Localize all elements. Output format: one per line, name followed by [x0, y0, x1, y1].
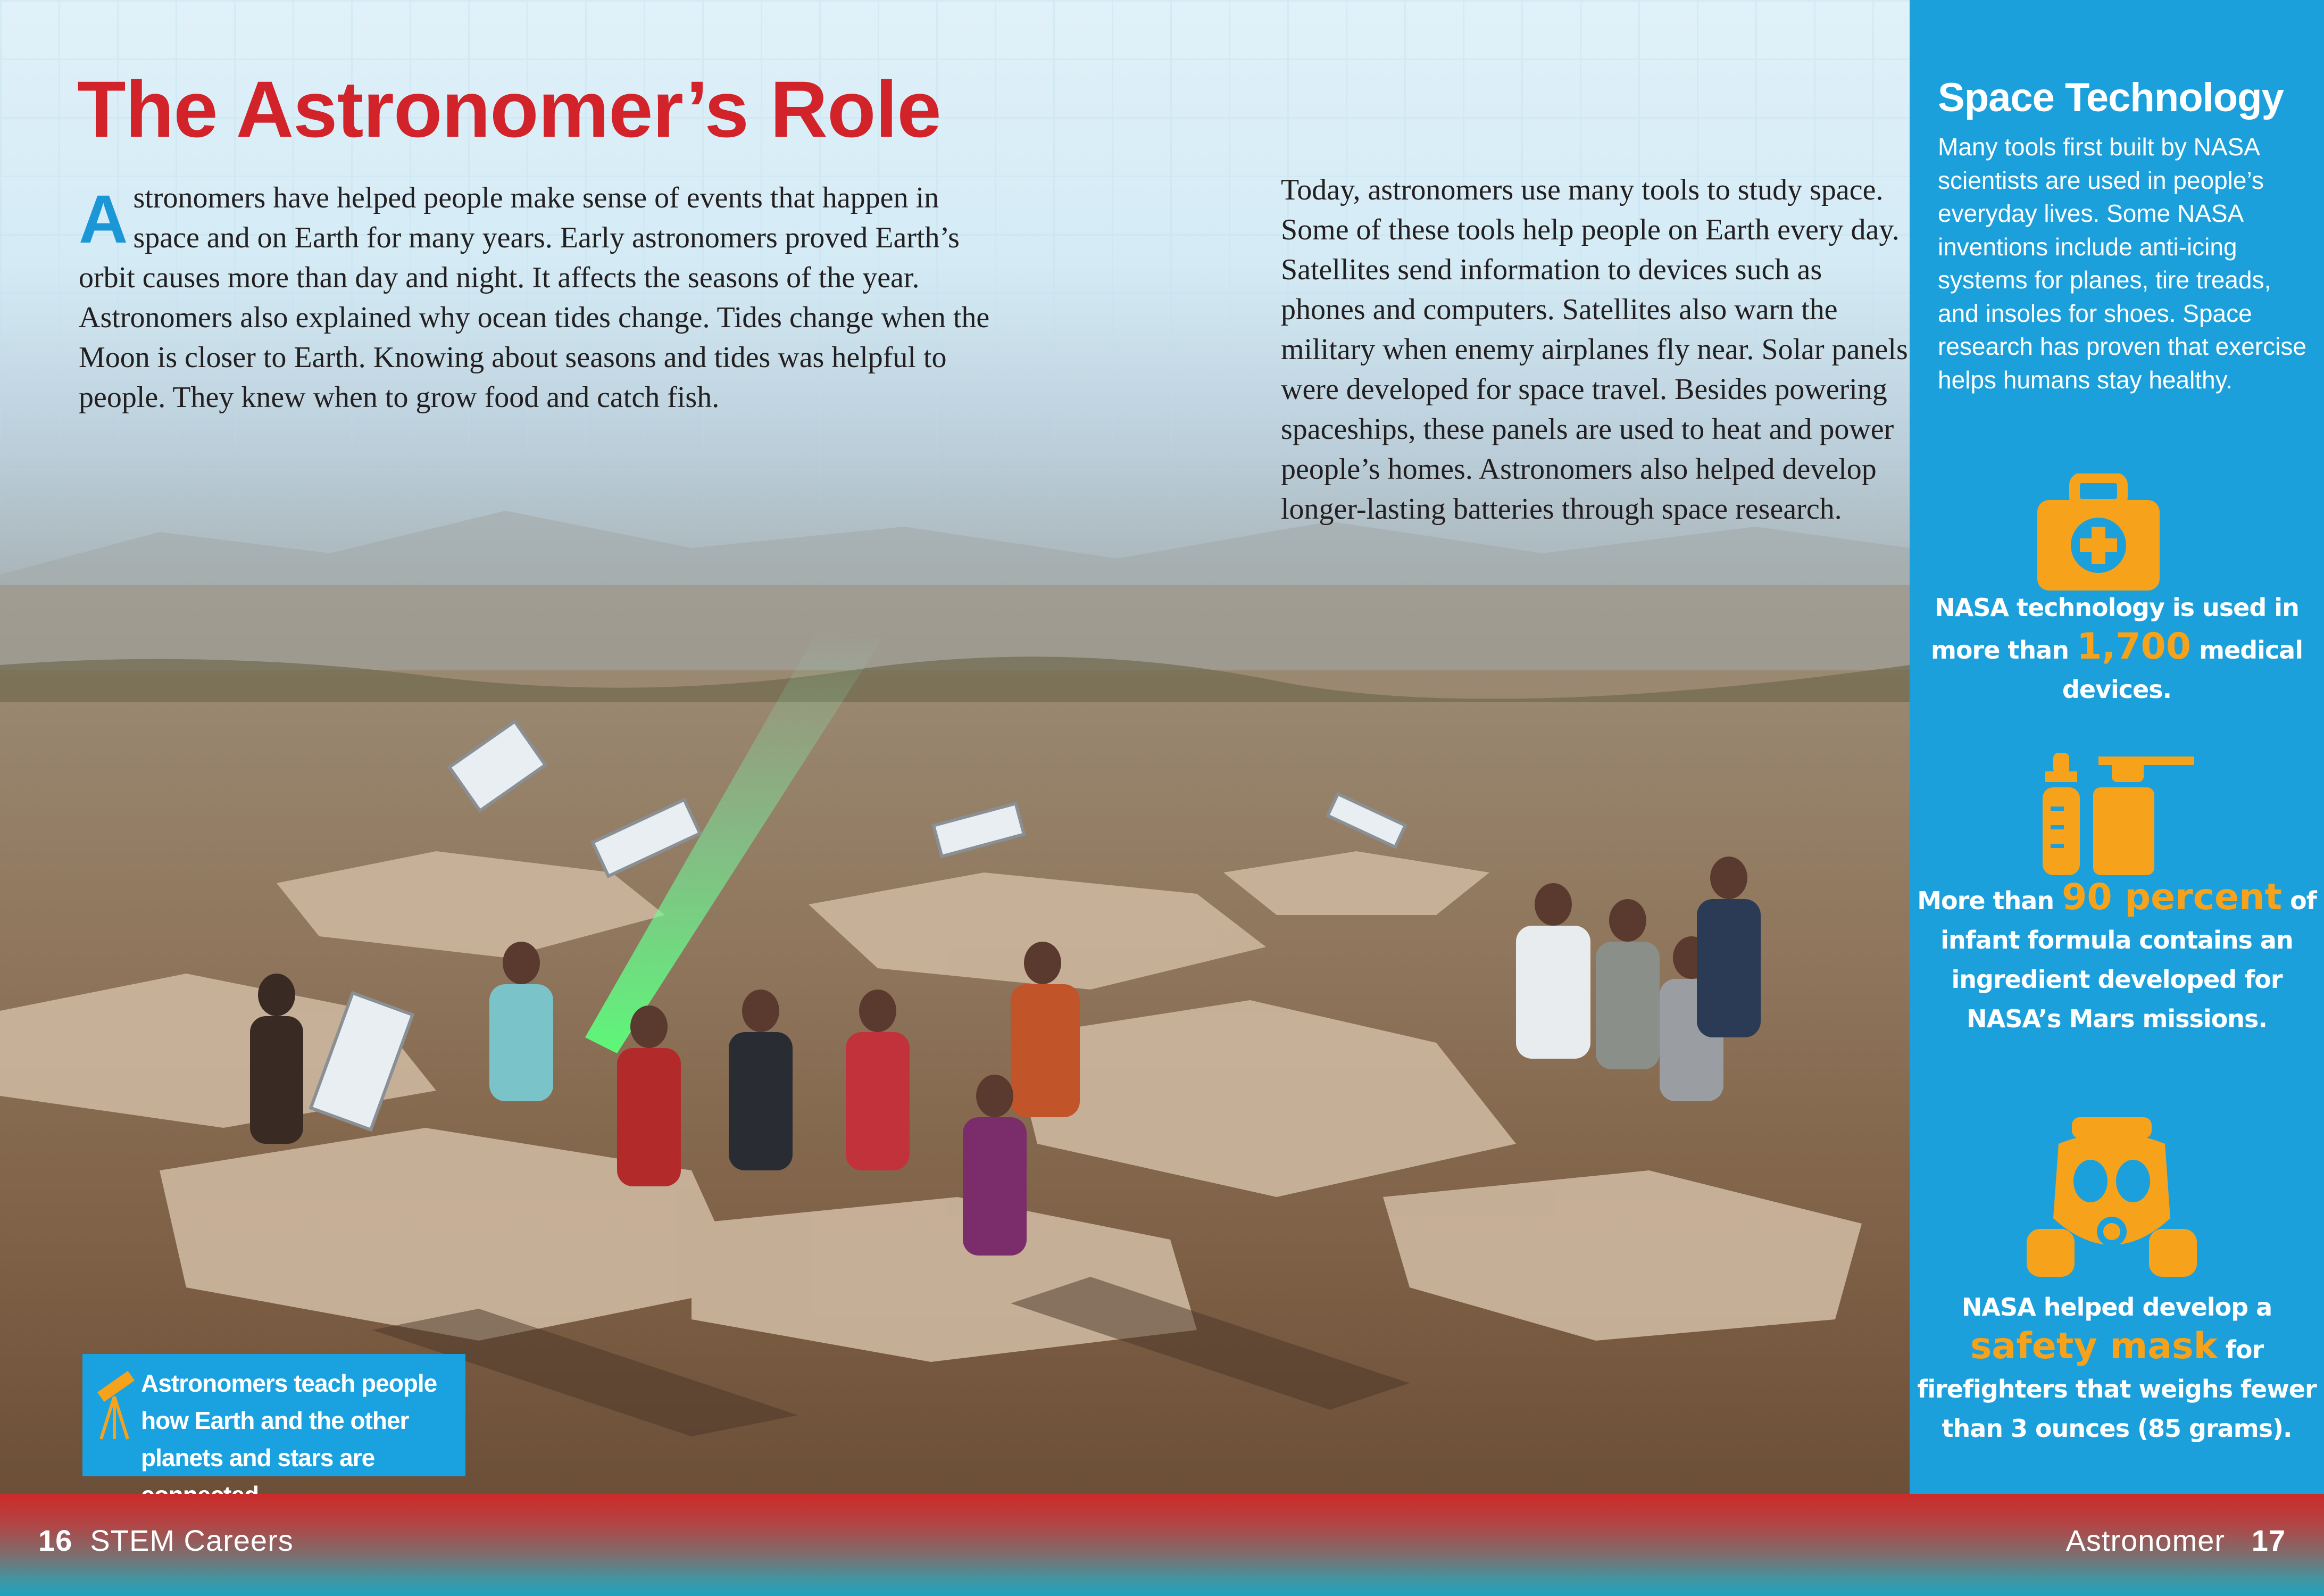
- telescope-icon: [93, 1365, 136, 1444]
- book-title: STEM Careers: [90, 1524, 294, 1557]
- gas-mask-icon: [2027, 1112, 2197, 1287]
- footer-left: [38, 1523, 294, 1558]
- body-column-right: Today, astronomers use many tools to study space. Some of these tools help people on Earth every day. Satellites send information to devices such as phones and computers. Satellites also warn the military when enemy airplanes fly near. Solar panels were developed for space travel. Besides powering spaceships, these panels are used to heat and power people’s homes. Astronomers also helped develop longer-lasting batteries through space research.: [1281, 173, 1908, 526]
- page-number-left: 16: [38, 1524, 73, 1557]
- body-column-left-text: stronomers have helped people make sense of events that happen in space and on Earth for many years. Early astronomers proved Earth’s orbit causes more than day and night. It affects the seasons of the year. Astronomers also explained why ocean tides change. Tides change when the Moon is closer to Earth. Knowing about seasons and tides was helpful to people. They knew when to grow food and catch fish.: [79, 181, 990, 414]
- fact-safety-mask: NASA helped develop a safety mask for firefighters that weighs fewer than 3 ounces (85 grams).: [1917, 1293, 2317, 1443]
- page-footer: [0, 1494, 2324, 1596]
- sidebar-title: Space Technology: [1938, 75, 2284, 120]
- fact-infant-formula: More than 90 percent of infant formula contains an ingredient developed for NASA’s Mars missions.: [1917, 876, 2317, 1033]
- caption-text: Astronomers teach people how Earth and the other planets and stars are: [141, 1369, 437, 1472]
- baby-formula-icon: [2037, 750, 2197, 878]
- medical-kit-icon: [2032, 473, 2165, 596]
- drop-cap: A: [79, 181, 128, 257]
- chapter-title: Astronomer: [2065, 1524, 2226, 1557]
- sidebar-intro: Many tools first built by NASA scientists are used in people’s everyday lives. Some NASA inventions include anti-icing systems for planes, tire treads, and insoles for shoes. Space research has proven that exercise helps humans stay healthy.: [1938, 133, 2306, 394]
- mountains: [0, 511, 1910, 670]
- footer-right: [2066, 1523, 2286, 1558]
- body-column-left: [79, 178, 994, 418]
- fact-medical-devices: NASA technology is used in more than 1,700 medical devices.: [1931, 593, 2303, 704]
- photo-caption: [82, 1354, 465, 1476]
- sidebar-space-technology: [1910, 0, 2324, 1494]
- page-title: The Astronomer’s Role: [77, 64, 941, 154]
- page-number-right: 17: [2251, 1524, 2286, 1557]
